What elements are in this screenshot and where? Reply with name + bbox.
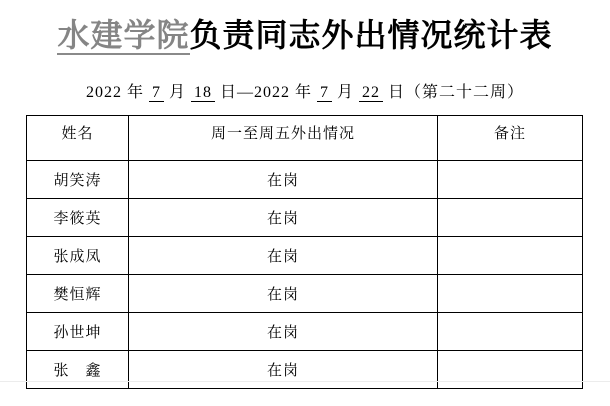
col-header-status: 周一至周五外出情况	[129, 116, 438, 161]
note-cell	[438, 237, 583, 275]
name-cell: 樊恒辉	[27, 275, 129, 313]
name-cell: 李筱英	[27, 199, 129, 237]
table-row	[27, 275, 583, 313]
note-cell	[438, 351, 583, 389]
table-row	[27, 161, 583, 199]
subtitle-month-underlined: 7	[149, 84, 164, 102]
page-bottom-edge	[0, 381, 610, 382]
name-cell: 张 鑫	[27, 351, 129, 389]
table-row	[27, 199, 583, 237]
table-header-row	[27, 116, 583, 161]
status-cell: 在岗	[129, 199, 438, 237]
name-cell: 孙世坤	[27, 313, 129, 351]
col-header-note: 备注	[438, 116, 583, 161]
table-row	[27, 237, 583, 275]
col-header-name: 姓名	[27, 116, 129, 161]
name-cell: 张成凤	[27, 237, 129, 275]
attendance-table	[26, 115, 583, 389]
status-cell: 在岗	[129, 161, 438, 199]
status-cell: 在岗	[129, 237, 438, 275]
status-cell: 在岗	[129, 313, 438, 351]
title-college-underlined: 水建学院	[57, 17, 190, 53]
table-row	[27, 313, 583, 351]
table-row	[27, 351, 583, 389]
note-cell	[438, 199, 583, 237]
note-cell	[438, 313, 583, 351]
subtitle-segment: 月	[337, 84, 355, 102]
note-cell	[438, 275, 583, 313]
date-range-subtitle	[0, 79, 610, 102]
subtitle-day-underlined: 18	[191, 84, 215, 102]
page-title	[0, 16, 610, 54]
subtitle-segment: 2022 年	[85, 84, 144, 102]
subtitle-month-underlined: 7	[317, 84, 332, 102]
status-cell: 在岗	[129, 351, 438, 389]
subtitle-segment: 日（第二十二周）	[388, 84, 525, 102]
subtitle-day-underlined: 22	[359, 84, 383, 102]
note-cell	[438, 161, 583, 199]
title-main: 负责同志外出情况统计表	[189, 17, 553, 53]
name-cell: 胡笑涛	[27, 161, 129, 199]
subtitle-segment: 月	[168, 84, 186, 102]
status-cell: 在岗	[129, 275, 438, 313]
subtitle-segment: 日—2022 年	[219, 84, 312, 102]
